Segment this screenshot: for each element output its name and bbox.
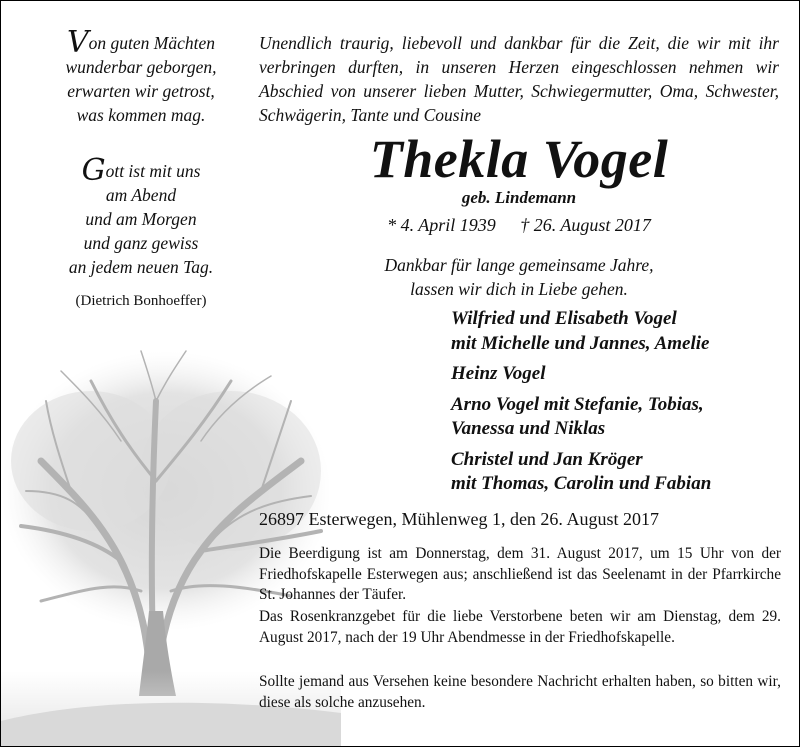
thanks-line: lassen wir dich in Liebe gehen.: [410, 279, 628, 299]
poem-stanza-2: [41, 153, 241, 279]
thanks-line: Dankbar für lange gemeinsame Jahre,: [384, 255, 654, 275]
poem-line: und am Morgen: [85, 209, 197, 229]
poem-line: an jedem neuen Tag.: [68, 257, 214, 277]
maiden-name: geb. Lindemann: [461, 188, 577, 207]
birth-date: * 4. April 1939: [387, 215, 496, 235]
thanks-text: [259, 253, 779, 301]
mourner-group: [451, 448, 796, 497]
mourner-line: Heinz Vogel: [451, 363, 546, 384]
poem-stanza-1: [41, 25, 241, 127]
mourner-line: mit Michelle und Jannes, Amelie: [451, 332, 710, 354]
mourners-list: [451, 307, 796, 503]
apology-notice: Sollte jemand aus Versehen keine besondere Nachricht erhalten haben, so bitten wir, diese als solche anzusehen.: [259, 673, 781, 711]
dropcap: V: [66, 25, 89, 60]
mourner-line: Arno Vogel mit Stefanie, Tobias,: [451, 393, 704, 415]
address-line: 26897 Esterwegen, Mühlenweg 1, den 26. August 2017: [259, 509, 659, 529]
poem-line: was kommen mag.: [76, 105, 206, 125]
life-dates: [259, 215, 779, 236]
mourner-group: [451, 362, 796, 387]
intro-text: Unendlich traurig, liebevoll und dankbar für die Zeit, die wir mit ihr verbringen durften, in unseren Herzen eingeschlossen nehmen wir Abschied von unserer lieben Mutter, Schwiegermutter, Oma, Schwester, Schwägerin, Tante und Cousine: [259, 33, 779, 125]
poem-attribution: (Dietrich Bonhoeffer): [75, 293, 207, 309]
rosary-notice: Das Rosenkranzgebet für die liebe Verstorbene beten wir am Dienstag, dem 29. August 2017, nach der 19 Uhr Abendmesse in der Friedhofskapelle.: [259, 608, 781, 646]
death-date: † 26. August 2017: [520, 215, 651, 235]
poem-line: on guten Mächten: [88, 33, 216, 53]
poem-line: wunderbar geborgen,: [65, 57, 217, 77]
poem-line: und ganz gewiss: [83, 233, 199, 253]
mourner-group: [451, 393, 796, 442]
mourner-line: Christel und Jan Kröger: [451, 448, 643, 470]
dropcap: G: [81, 153, 106, 188]
mourner-line: Wilfried und Elisabeth Vogel: [451, 308, 677, 329]
poem-line: ott ist mit uns: [105, 161, 201, 181]
mourner-line: mit Thomas, Carolin und Fabian: [451, 473, 712, 494]
poem-line: erwarten wir getrost,: [67, 81, 215, 101]
mourner-group: [451, 307, 796, 356]
mourner-line: Vanessa und Niklas: [451, 418, 606, 439]
funeral-notice: Die Beerdigung ist am Donnerstag, dem 31. August 2017, um 15 Uhr von der Friedhofskapelle Esterwegen aus; anschließend ist das Seelenamt in der Pfarrkirche St. Johannes der Täufer.: [259, 545, 781, 603]
deceased-name: Thekla Vogel: [369, 129, 669, 189]
poem-line: am Abend: [105, 185, 177, 205]
